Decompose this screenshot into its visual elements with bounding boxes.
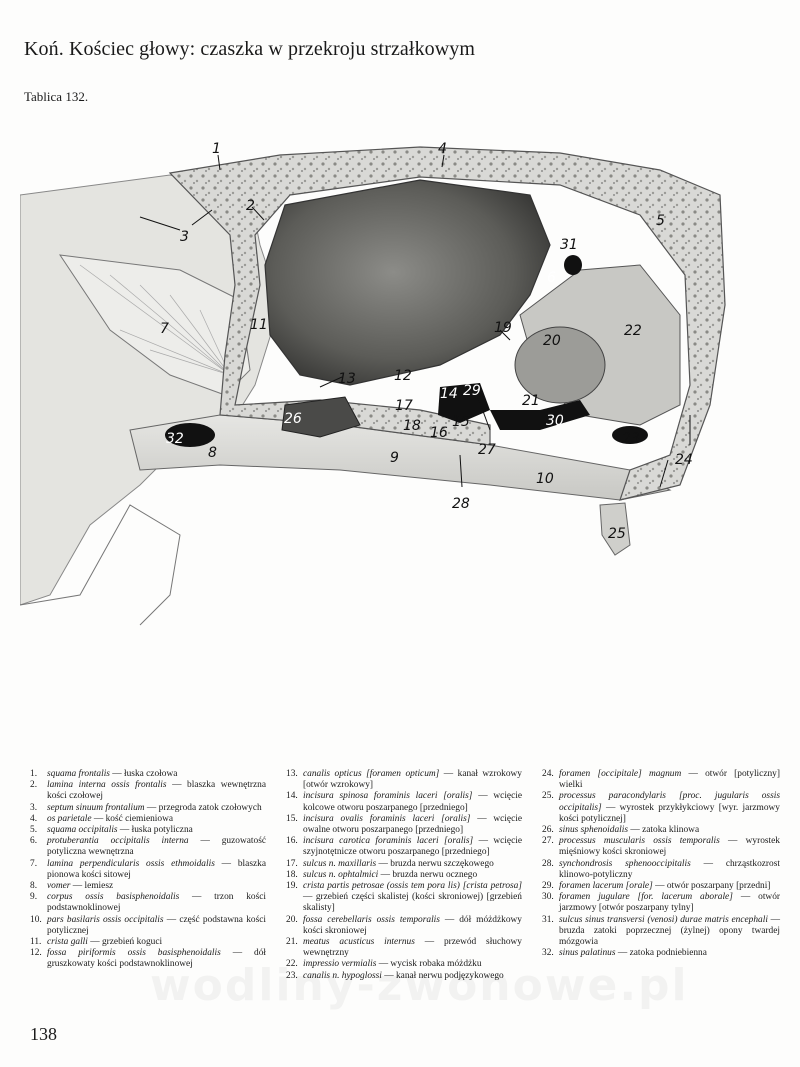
legend-item-latin: protuberantia occipitalis interna: [47, 836, 189, 847]
legend-item-number: 10.: [30, 914, 42, 925]
legend-item-number: 16.: [286, 836, 298, 847]
figure-label-10: 10: [536, 471, 554, 487]
legend-item-number: 25.: [542, 791, 554, 802]
legend-item-polish: — wycisk robaka móżdżku: [376, 959, 482, 970]
legend-item-polish: — łuska czołowa: [109, 769, 178, 779]
legend-item: [286, 769, 522, 791]
legend-item: [542, 836, 780, 858]
figure-label-22: 22: [624, 323, 642, 339]
legend-item-polish: — blaszka wewnętrzna kości czołowej: [47, 780, 266, 802]
legend-item-text: [47, 915, 266, 937]
legend-item: [30, 780, 266, 802]
legend-item-polish: — grzebień koguci: [87, 937, 163, 948]
legend-item: [542, 825, 780, 836]
legend-item-number: 27.: [542, 836, 554, 847]
legend-item-text: [559, 915, 780, 949]
legend-item-text: [303, 814, 522, 836]
cranial-cavity: [265, 180, 550, 385]
legend-item-number: 3.: [30, 802, 38, 813]
legend-item: [286, 915, 522, 937]
legend-item-latin: foramen [occipitale] magnum: [559, 769, 682, 779]
legend-item: [542, 892, 780, 914]
figure-label-13: 13: [338, 371, 356, 387]
legend-item-text: [47, 825, 266, 836]
legend-item-latin: sulcus n. ophtalmici: [303, 869, 379, 880]
legend-item-text: [303, 769, 522, 791]
legend-item-polish: — trzon kości podstawnoklinowej: [47, 892, 266, 914]
figure-label-20: 20: [543, 333, 561, 349]
legend-item-number: 15.: [286, 813, 298, 824]
legend-item-number: 17.: [286, 858, 298, 869]
legend-item-number: 28.: [542, 858, 554, 869]
legend-item-text: [47, 937, 266, 948]
figure-label-18: 18: [403, 418, 421, 434]
legend-item-latin: meatus acusticus internus: [303, 937, 415, 948]
legend-item-text: [559, 881, 780, 892]
legend-column-3: [542, 769, 780, 959]
legend-item-latin: lamina perpendicularis ossis ethmoidalis: [47, 858, 215, 869]
sulcus-sinus-transversi: [564, 255, 582, 275]
legend-item-text: [303, 870, 522, 881]
legend-item-number: 29.: [542, 881, 554, 892]
legend-item-polish: — część podstawna kości potylicznej: [47, 914, 266, 936]
figure-label-16: 16: [430, 425, 448, 441]
figure-label-8: 8: [208, 445, 217, 461]
legend-item-number: 30.: [542, 892, 554, 903]
legend-item-latin: sinus palatinus: [559, 948, 616, 959]
legend-item-text: [559, 791, 780, 825]
legend-item-text: [303, 791, 522, 813]
watermark: [150, 960, 689, 1011]
plate-label: Tablica 132.: [24, 89, 89, 104]
legend-item-number: 21.: [286, 937, 298, 948]
figure-label-29: 29: [463, 383, 481, 399]
legend-item-number: 7.: [30, 858, 38, 869]
legend-item: [286, 881, 522, 915]
legend-item-polish: — łuska potyliczna: [117, 825, 193, 836]
legend-item-number: 2.: [30, 780, 38, 791]
legend-item-text: [47, 881, 266, 892]
legend-item-polish: — blaszka pionowa kości sitowej: [47, 858, 266, 880]
legend-item-number: 18.: [286, 869, 298, 880]
legend-item-latin: sulcus sinus transversi (venosi) durae matris encephali: [559, 914, 768, 925]
skull-sagittal-section-figure: [20, 125, 785, 640]
legend-item-polish: — wcięcie owalne otworu poszarpanego [przedniego]: [303, 813, 522, 836]
legend-item-latin: fossa cerebellaris ossis temporalis: [303, 914, 440, 925]
legend-column-1: [30, 769, 266, 971]
legend-item-text: [559, 769, 780, 791]
legend-item: [30, 803, 266, 814]
legend-item: [286, 791, 522, 813]
legend-item-latin: lamina interna ossis frontalis: [47, 780, 167, 791]
legend-item-number: 20.: [286, 914, 298, 925]
legend-item-latin: processus paracondylaris [proc. jugularis ossis occipitalis]: [559, 791, 780, 813]
figure-label-19: 19: [494, 320, 512, 336]
legend-item-number: 24.: [542, 769, 554, 779]
figure-label-31: 31: [560, 237, 578, 253]
legend-item-latin: canalis n. hypoglossi: [303, 970, 382, 981]
legend-item-text: [303, 836, 522, 858]
figure-label-23: 23: [622, 431, 640, 447]
legend-item-polish: — otwór [potyliczny] wielki: [559, 769, 780, 791]
legend-item-number: 9.: [30, 892, 38, 903]
legend-item-number: 14.: [286, 791, 298, 802]
legend-item-number: 11.: [30, 937, 42, 948]
legend-item-latin: os parietale: [47, 813, 92, 824]
legend-item-polish: — otwór poszarpany [przedni]: [652, 881, 771, 892]
figure-label-25: 25: [608, 526, 626, 542]
figure-label-15: 15: [452, 414, 470, 430]
legend-item-polish: — wcięcie kolcowe otworu poszarpanego [przedniego]: [303, 791, 523, 813]
figure-label-4: 4: [438, 141, 447, 157]
figure-label-3: 3: [180, 229, 189, 245]
legend-item-text: [47, 769, 266, 780]
legend-item: [286, 937, 522, 959]
legend-item-latin: foramen jugulare [for. lacerum aborale]: [559, 892, 733, 903]
figure-label-26: 26: [284, 411, 302, 427]
legend-item-number: 12.: [30, 948, 42, 959]
legend-item-latin: squama occipitalis: [47, 825, 118, 836]
legend-item: [542, 915, 780, 949]
legend-item-number: 22.: [286, 959, 298, 970]
legend-item-number: 5.: [30, 825, 38, 836]
legend-item-latin: pars basilaris ossis occipitalis: [47, 914, 164, 925]
legend-item-text: [47, 814, 266, 825]
legend-item-text: [47, 892, 266, 914]
legend-item-text: [559, 825, 780, 836]
legend-item-latin: canalis opticus [foramen opticum]: [303, 769, 440, 779]
page-number: 138: [30, 1024, 57, 1044]
legend-item-polish: — wyrostek przykłykciowy [wyr. jarzmowy kości potylicznej]: [559, 802, 780, 824]
legend-item-latin: synchondrosis sphenooccipitalis: [559, 858, 691, 869]
legend-item: [286, 836, 522, 858]
legend-item-polish: — dół gruszkowaty kości podstawnoklinowej: [47, 948, 266, 970]
legend-item-text: [559, 836, 780, 858]
legend-item-latin: incisura ovalis foraminis laceri [oralis]: [303, 813, 471, 824]
legend-item-polish: — otwór jarzmowy [otwór poszarpany tylny]: [559, 892, 781, 914]
legend-item: [542, 791, 780, 825]
legend-item-number: 32.: [542, 948, 554, 959]
legend-item-polish: — zatoka podniebienna: [615, 948, 707, 959]
legend-item-polish: — wyrostek mięśniowy kości skroniowej: [559, 836, 780, 858]
legend-item-latin: vomer: [47, 881, 71, 892]
legend-item: [542, 859, 780, 881]
legend-item: [30, 859, 266, 881]
legend-item-text: [47, 836, 266, 858]
legend-item-text: [303, 915, 522, 937]
legend-item-latin: incisura spinosa foraminis laceri [oralis]: [303, 791, 473, 802]
legend-item-latin: sulcus n. maxillaris: [303, 858, 377, 869]
legend-item-text: [303, 881, 522, 915]
figure-label-2: 2: [246, 198, 255, 214]
figure-label-5: 5: [656, 213, 665, 229]
legend-item-number: 19.: [286, 881, 298, 892]
figure-label-28: 28: [452, 496, 470, 512]
legend-item-polish: — dół móżdżkowy kości skroniowej: [303, 914, 522, 936]
legend-item-polish: — chrząstkozrost klinowo-potyliczny: [559, 858, 780, 880]
legend-item-latin: sinus sphenoidalis: [559, 825, 629, 836]
legend-item: [30, 769, 266, 780]
legend-item-latin: crista galli: [47, 937, 88, 948]
legend-item-polish: — kość ciemieniowa: [91, 813, 174, 824]
legend-item: [286, 814, 522, 836]
figure-label-24: 24: [675, 452, 693, 468]
legend-item: [286, 870, 522, 881]
legend-item-latin: impressio vermialis: [303, 959, 377, 970]
legend-item-number: 8.: [30, 881, 38, 892]
legend-item-number: 6.: [30, 836, 38, 847]
legend-item: [30, 937, 266, 948]
figure-label-12: 12: [394, 368, 412, 384]
legend-item-polish: — przegroda zatok czołowych: [144, 802, 262, 813]
legend-item: [30, 892, 266, 914]
legend-item-number: 4.: [30, 813, 38, 824]
figure-label-30: 30: [546, 413, 564, 429]
figure-label-14: 14: [440, 386, 458, 402]
legend-item: [286, 859, 522, 870]
legend-item: [542, 948, 780, 959]
legend-item-text: [47, 859, 266, 881]
legend-item-number: 1.: [30, 769, 38, 779]
legend-item-number: 26.: [542, 825, 554, 836]
legend-item: [30, 814, 266, 825]
figure-label-1: 1: [212, 141, 221, 157]
figure-label-6: 6: [547, 270, 556, 286]
figure-label-9: 9: [390, 450, 399, 466]
figure-label-27: 27: [478, 442, 496, 458]
figure-label-11: 11: [250, 317, 268, 333]
legend-item-polish: — lemiesz: [70, 881, 114, 892]
legend-item-polish: — kanał nerwu podjęzykowego: [381, 970, 504, 981]
legend-item: [30, 881, 266, 892]
legend-item-polish: — grzebień części skalistej (kości skroniowej) [grzebień skalisty]: [303, 892, 522, 914]
legend-item-text: [47, 780, 266, 802]
figure-label-17: 17: [395, 398, 413, 414]
legend-item-text: [303, 859, 522, 870]
page-title: Koń. Kościec głowy: czaszka w przekroju strzałkowym: [24, 38, 476, 60]
legend-item: [30, 825, 266, 836]
legend-item: [542, 881, 780, 892]
figure-label-32: 32: [166, 431, 184, 447]
legend-item-polish: — zatoka klinowa: [628, 825, 700, 836]
legend-item-text: [559, 859, 780, 881]
legend-item-polish: — bruzda nerwu szczękowego: [376, 858, 494, 869]
legend-item-polish: — przewód słuchowy wewnętrzny: [303, 937, 522, 959]
legend-item-number: 23.: [286, 970, 298, 981]
legend-item-latin: fossa piriformis ossis basisphenoidalis: [47, 948, 221, 959]
legend-item-number: 13.: [286, 769, 298, 779]
figure-label-21: 21: [522, 393, 540, 409]
legend-item: [30, 836, 266, 858]
foramen-jugulare: [490, 400, 590, 430]
figure-label-7: 7: [160, 321, 169, 337]
legend-item-polish: — kanał wzrokowy [otwór wzrokowy]: [303, 769, 522, 791]
legend-item-latin: corpus ossis basisphenoidalis: [47, 892, 180, 903]
legend-item-text: [303, 937, 522, 959]
legend-item-text: [559, 948, 780, 959]
legend-item-latin: processus muscularis ossis temporalis: [559, 836, 720, 847]
legend-item-latin: septum sinuum frontalium: [47, 802, 145, 813]
legend-item-latin: squama frontalis: [47, 769, 110, 779]
legend-item-text: [47, 803, 266, 814]
legend-item: [542, 769, 780, 791]
legend-item-polish: — wcięcie szyjnotętnicze otworu poszarpanego [przedniego]: [303, 836, 522, 858]
legend-item: [30, 915, 266, 937]
legend-item-number: 31.: [542, 914, 554, 925]
legend-column-2: [286, 769, 522, 982]
legend-item-polish: — bruzda zatoki poprzecznej (żylnej) opony twardej mózgowia: [559, 914, 781, 948]
legend-item-latin: crista partis petrosae (ossis tem pora lis) [crista petrosa]: [303, 881, 522, 892]
legend-item-latin: incisura carotica foraminis laceri [oralis]: [303, 836, 474, 847]
legend-item-latin: foramen lacerum [orale]: [559, 881, 653, 892]
legend-item-polish: — guzowatość potyliczna wewnętrzna: [47, 836, 266, 858]
legend-item-polish: — bruzda nerwu ocznego: [378, 869, 478, 880]
legend-item-text: [559, 892, 780, 914]
